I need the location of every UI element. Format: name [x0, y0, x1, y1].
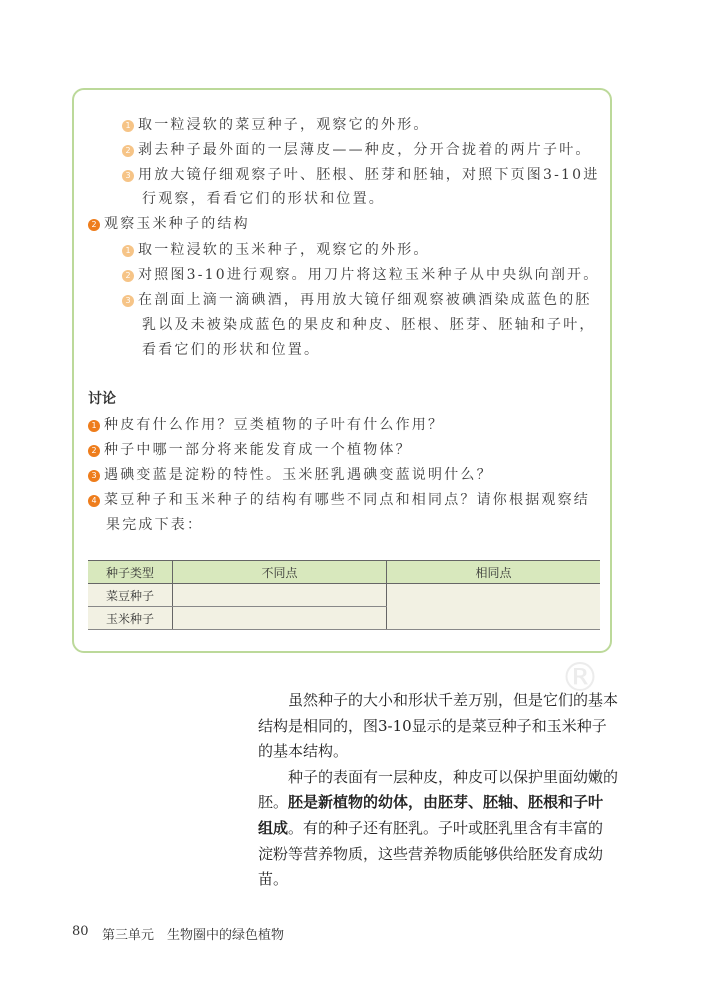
step-text: 在剖面上滴一滴碘酒，再用放大镜仔细观察被碘酒染成蓝色的胚 [138, 292, 592, 308]
number-badge: 2 [88, 445, 100, 457]
section-number-badge: 2 [88, 219, 100, 231]
item-text: 种子中哪一部分将来能发育成一个植物体？ [104, 442, 412, 458]
corn-step-3-cont: 乳以及未被染成蓝色的果皮和种皮、胚根、胚芽、胚轴和子叶， [142, 317, 596, 333]
comparison-table [88, 560, 600, 630]
bean-step-3 [122, 164, 599, 184]
step-number-badge: 2 [122, 270, 134, 282]
bean-step-1 [122, 114, 430, 134]
corn-step-2 [122, 264, 599, 284]
table-header-row [88, 561, 600, 584]
step-number-badge: 1 [122, 245, 134, 257]
discussion-item-3 [88, 464, 493, 484]
step-text: 剥去种子最外面的一层薄皮——种皮，分开合拢着的两片子叶。 [138, 142, 592, 158]
similarities-cell[interactable] [387, 584, 601, 630]
discussion-item-2 [88, 439, 412, 459]
page-number: 80 [72, 924, 89, 939]
bean-differences-cell[interactable] [173, 584, 387, 607]
unit-title: 第三单元 生物圈中的绿色植物 [102, 928, 285, 943]
header-similarities: 相同点 [387, 561, 601, 584]
corn-step-3 [122, 289, 592, 309]
discussion-heading: 讨论 [88, 391, 116, 407]
row-label-corn: 玉米种子 [88, 607, 173, 630]
paragraph-2 [258, 765, 618, 893]
step-number-badge: 2 [122, 145, 134, 157]
step-text: 取一粒浸软的菜豆种子，观察它的外形。 [138, 117, 430, 133]
heading-text: 观察玉米种子的结构 [104, 216, 250, 232]
header-seed-type: 种子类型 [88, 561, 173, 584]
item-text: 菜豆种子和玉米种子的结构有哪些不同点和相同点？请你根据观察结 [104, 492, 590, 508]
item-text: 种皮有什么作用？豆类植物的子叶有什么作用？ [104, 417, 445, 433]
step-number-badge: 3 [122, 170, 134, 182]
step-number-badge: 1 [122, 120, 134, 132]
bean-step-3-cont: 行观察，看看它们的形状和位置。 [142, 191, 385, 207]
number-badge: 4 [88, 495, 100, 507]
bean-step-2 [122, 139, 592, 159]
corn-heading [88, 213, 250, 233]
step-text: 取一粒浸软的玉米种子，观察它的外形。 [138, 242, 430, 258]
text: 种子的表面有一层种皮，种皮可以保护里面幼嫩的胚。 [258, 767, 619, 812]
header-differences: 不同点 [173, 561, 387, 584]
discussion-item-1 [88, 414, 444, 434]
corn-step-1 [122, 239, 430, 259]
item-text: 遇碘变蓝是淀粉的特性。玉米胚乳遇碘变蓝说明什么？ [104, 467, 493, 483]
bold-definition: 胚是新植物的幼体，由胚芽、胚轴、胚根和子叶组成 [258, 793, 604, 837]
step-text: 对照图3-10进行观察。用刀片将这粒玉米种子从中央纵向剖开。 [138, 267, 600, 283]
number-badge: 3 [88, 470, 100, 482]
discussion-item-4 [88, 489, 590, 509]
number-badge: 1 [88, 420, 100, 432]
step-number-badge: 3 [122, 295, 134, 307]
publisher-watermark: ® [560, 655, 600, 701]
step-text: 用放大镜仔细观察子叶、胚根、胚芽和胚轴，对照下页图3-10进 [138, 167, 600, 183]
discussion-item-4-cont: 果完成下表： [106, 517, 204, 533]
corn-differences-cell[interactable] [173, 607, 387, 630]
text: 。有的种子还有胚乳。子叶或胚乳里含有丰富的淀粉等营养物质，这些营养物质能够供给胚发育成幼苗。 [258, 818, 604, 889]
row-label-bean: 菜豆种子 [88, 584, 173, 607]
table-row [88, 584, 600, 607]
corn-step-3-cont2: 看看它们的形状和位置。 [142, 342, 321, 358]
body-text [258, 688, 618, 893]
paragraph-1: 虽然种子的大小和形状千差万别，但是它们的基本结构是相同的，图3-10显示的是菜豆种子和玉米种子的基本结构。 [258, 691, 619, 761]
